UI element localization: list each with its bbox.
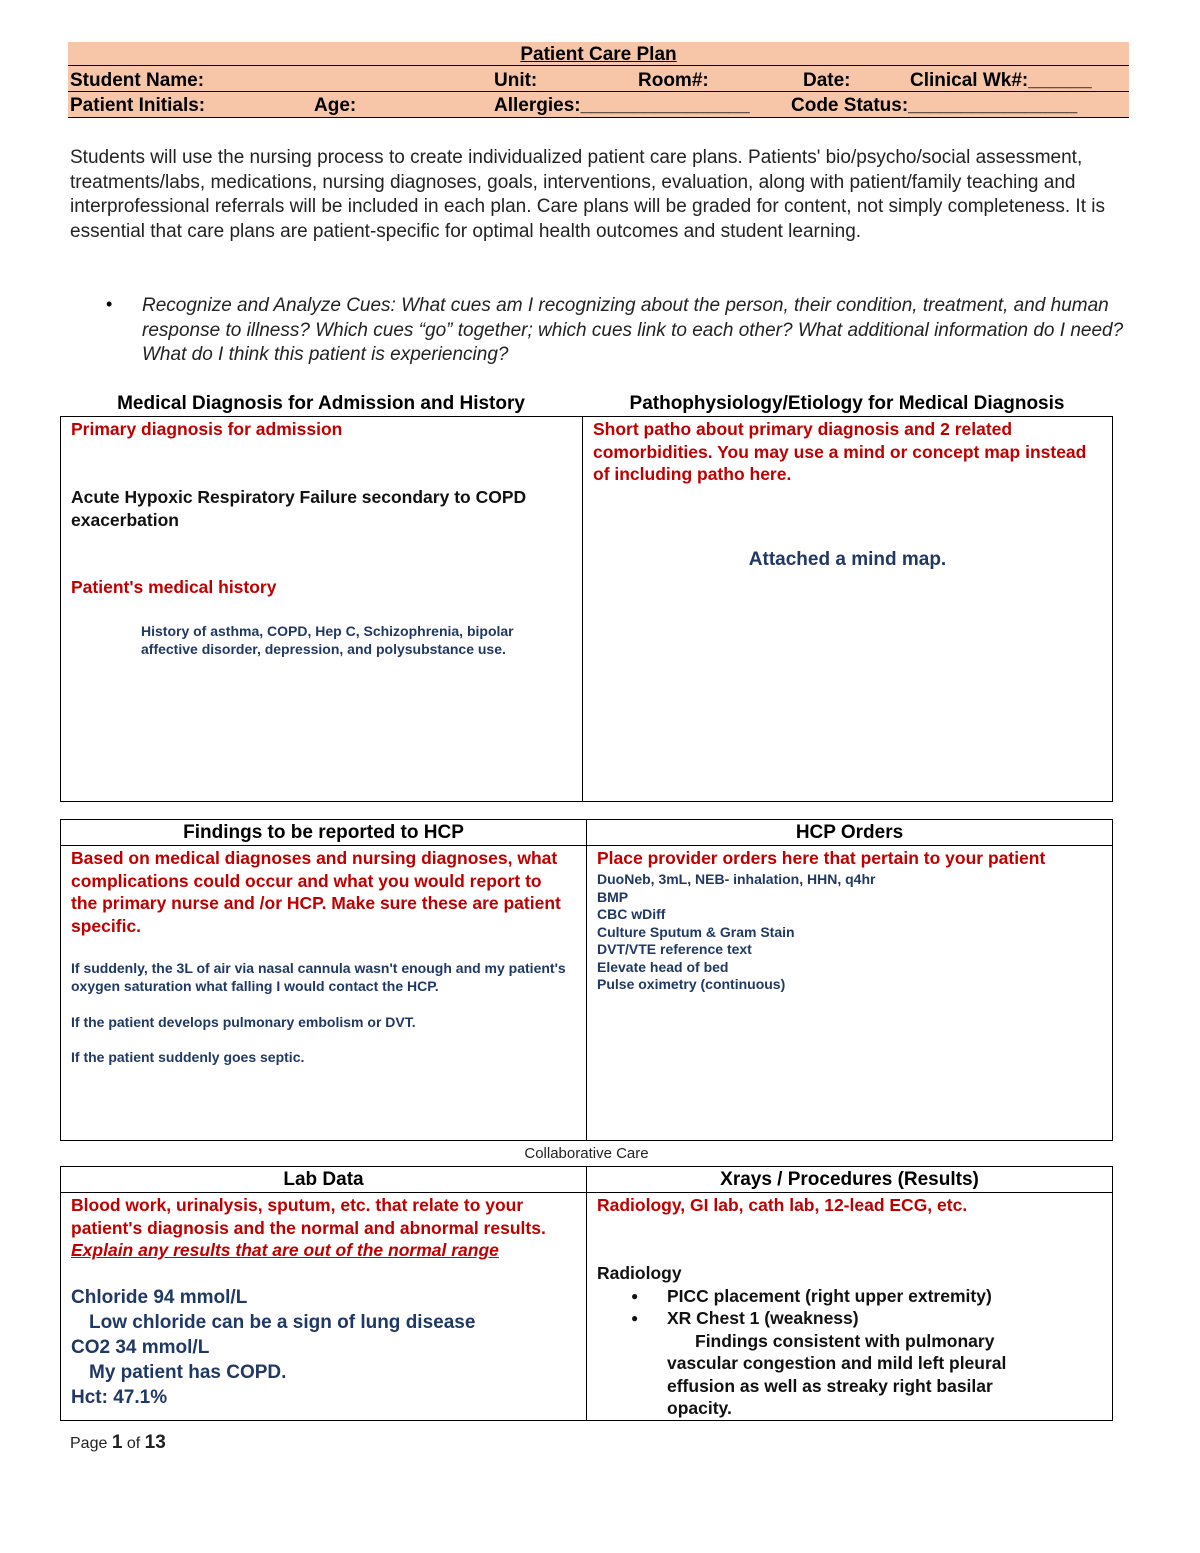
finding-item: If the patient develops pulmonary embolism or DVT. [71,1014,416,1030]
medical-diagnosis-cell [60,416,583,802]
orders-prompt: Place provider orders here that pertain to your patient [597,848,1046,868]
radiology-list [597,1285,1102,1330]
lab-prompt-emphasis: Explain any results that are out of the normal range [71,1240,499,1260]
lab-line: My patient has COPD. [89,1362,287,1383]
patho-value: Attached a mind map. [748,549,947,570]
header-divider [587,1192,1112,1193]
room-label: Room#: [638,70,709,91]
patho-prompt: Short patho about primary diagnosis and 2 related comorbidities. You may use a mind or concept map instead of including patho here. [593,419,1087,484]
page-word: Page [70,1435,108,1452]
radiology-item: ● PICC placement (right upper extremity) [597,1285,1102,1308]
patient-initials-label: Patient Initials: [70,95,206,116]
form-title: Patient Care Plan [520,44,677,65]
hcp-orders-cell [586,819,1113,1141]
header-rule [68,117,1129,118]
section-header-pathophysiology: Pathophysiology/Etiology for Medical Diagnosis [629,393,1065,414]
finding-item: If the patient suddenly goes septic. [71,1049,305,1065]
bullet-marker: • [106,294,113,314]
radiology-findings: Findings consistent with pulmonary vascular congestion and mild left pleural effusion as well as streaky right basilar opacity. [667,1330,1007,1418]
lab-results [71,1285,475,1410]
page-total: 13 [144,1432,166,1453]
lab-prompt [71,1194,576,1262]
lab-line: Hct: 47.1% [71,1387,168,1408]
order-item: DVT/VTE reference text [597,941,752,957]
order-item: CBC wDiff [597,906,666,922]
code-status-label: Code Status:________________ [791,95,1078,116]
order-item: DuoNeb, 3mL, NEB- inhalation, HHN, q4hr [597,871,876,887]
radiology-block [597,1262,1102,1420]
orders-list [597,871,1097,994]
pathophysiology-cell [582,416,1113,802]
collaborative-care-caption: Collaborative Care [524,1145,649,1162]
date-label: Date: [803,70,851,91]
primary-diagnosis-label: Primary diagnosis for admission [71,419,343,439]
medical-history-value: History of asthma, COPD, Hep C, Schizophrenia, bipolar affective disorder, depression, and polysubstance use. [141,623,514,657]
lab-line: Low chloride can be a sign of lung disease [89,1312,476,1333]
findings-prompt: Based on medical diagnoses and nursing diagnoses, what complications could occur and what you would report to the primary nurse and /or HCP. Make sure these are patient specific. [71,848,561,936]
header-divider [61,1192,586,1193]
lab-line: Chloride 94 mmol/L [71,1287,248,1308]
order-item: Culture Sputum & Gram Stain [597,923,795,940]
xray-prompt: Radiology, GI lab, cath lab, 12-lead ECG, etc. [597,1195,968,1215]
medical-history-label: Patient's medical history [71,577,277,597]
finding-item: If suddenly, the 3L of air via nasal cannula wasn't enough and my patient's oxygen saturation what falling I would contact the HCP. [71,960,566,994]
lab-prompt-text: Blood work, urinalysis, sputum, etc. that relate to your patient's diagnosis and the normal and abnormal results. [71,1195,546,1238]
clinical-week-label: Clinical Wk#:______ [910,70,1092,91]
header-band [68,42,1129,118]
cue-bullet-text: Recognize and Analyze Cues: What cues am I recognizing about the person, their condition, treatment, and human response to illness? Which cues “go” together; which cues link to each other? What additional information do I need? What do I think this patient is experiencing? [142,295,1124,366]
header-divider [587,845,1112,846]
section-header-medical-diagnosis: Medical Diagnosis for Admission and History [117,393,525,414]
section-header-lab-data: Lab Data [283,1169,364,1190]
student-name-label: Student Name: [70,70,205,91]
intro-paragraph: Students will use the nursing process to create individualized patient care plans. Patients' bio/psycho/social assessment, treatments/labs, medications, nursing diagnoses, goals, interventions, evaluation, along with patient/family teaching and interprofessional referrals will be included in each plan. Care plans will be graded for content, not simply completeness. It is essential that care plans are patient-specific for optimal health outcomes and student learning. [70,147,1105,243]
section-header-xrays: Xrays / Procedures (Results) [720,1169,979,1190]
xrays-procedures-cell [586,1166,1113,1421]
section-header-findings: Findings to be reported to HCP [183,822,464,843]
order-item: BMP [597,888,629,905]
page-number [70,1432,166,1454]
allergies-label: Allergies:________________ [494,95,750,116]
radiology-item: ● XR Chest 1 (weakness) [597,1307,1102,1330]
primary-diagnosis-value: Acute Hypoxic Respiratory Failure secondary to COPD exacerbation [71,487,527,530]
of-word: of [126,1435,141,1452]
lab-data-cell [60,1166,587,1421]
radiology-label: Radiology [597,1263,682,1283]
order-item: Elevate head of bed [597,958,729,975]
order-item: Pulse oximetry (continuous) [597,976,786,992]
findings-cell [60,819,587,1141]
header-divider [61,845,586,846]
lab-line: CO2 34 mmol/L [71,1337,210,1358]
page-current: 1 [111,1432,123,1453]
section-header-hcp-orders: HCP Orders [795,822,904,843]
age-label: Age: [314,95,357,116]
unit-label: Unit: [494,70,538,91]
